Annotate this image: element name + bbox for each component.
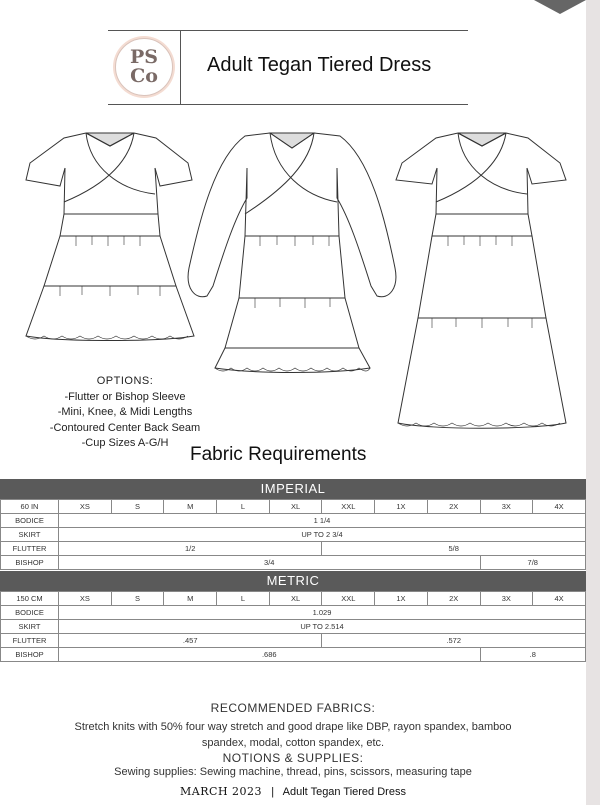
flutter-value: .457 <box>59 634 322 648</box>
size-header: 1X <box>375 500 428 514</box>
flutter-value: .572 <box>322 634 586 648</box>
bishop-value: 7/8 <box>480 556 586 570</box>
recommended-heading: RECOMMENDED FABRICS: <box>210 701 376 715</box>
metric-table <box>0 591 586 662</box>
row-label: BODICE <box>1 514 59 528</box>
row-label: SKIRT <box>1 620 59 634</box>
table-row <box>1 500 586 514</box>
recommended-text-line1: Stretch knits with 50% four way stretch and good drape like DBP, rayon spandex, bamboo <box>74 721 512 733</box>
skirt-value: UP TO 2 3/4 <box>59 528 586 542</box>
size-header: XL <box>269 592 322 606</box>
logo-text-top: PS <box>129 46 158 68</box>
size-header: S <box>111 592 164 606</box>
row-label: BODICE <box>1 606 59 620</box>
fabric-requirements-title: Fabric Requirements <box>190 444 367 465</box>
notions-text: Sewing supplies: Sewing machine, thread, pins, scissors, measuring tape <box>114 766 472 778</box>
size-header: 2X <box>427 592 480 606</box>
bishop-value: 3/4 <box>59 556 481 570</box>
row-label: FLUTTER <box>1 634 59 648</box>
table-row <box>1 634 586 648</box>
header-rule-top <box>108 30 468 31</box>
size-header: 3X <box>480 592 533 606</box>
size-header: S <box>111 500 164 514</box>
row-label: FLUTTER <box>1 542 59 556</box>
size-header: XXL <box>322 500 375 514</box>
skirt-value: UP TO 2.514 <box>59 620 586 634</box>
width-label: 60 IN <box>1 500 59 514</box>
footer-date: MARCH 2023 <box>180 785 263 798</box>
table-row <box>1 648 586 662</box>
metric-band: METRIC <box>0 571 586 591</box>
size-header: XL <box>269 500 322 514</box>
size-header: 1X <box>375 592 428 606</box>
options-heading: OPTIONS: <box>96 375 154 387</box>
row-label: BISHOP <box>1 556 59 570</box>
table-row <box>1 514 586 528</box>
footer-separator: | <box>271 786 275 798</box>
imperial-band: IMPERIAL <box>0 479 586 499</box>
option-item: -Flutter or Bishop Sleeve <box>64 390 186 403</box>
corner-tab <box>534 0 586 14</box>
size-header: 4X <box>533 500 586 514</box>
size-header: XXL <box>322 592 375 606</box>
table-row <box>1 556 586 570</box>
footer-title: Adult Tegan Tiered Dress <box>282 786 406 798</box>
size-header: M <box>164 500 217 514</box>
option-item: -Mini, Knee, & Midi Lengths <box>57 406 193 418</box>
option-item: -Cup Sizes A-G/H <box>81 437 169 449</box>
flutter-value: 5/8 <box>322 542 586 556</box>
header-divider <box>180 30 181 104</box>
logo-text-bottom: Co <box>130 65 158 87</box>
row-label: SKIRT <box>1 528 59 542</box>
bodice-value: 1 1/4 <box>59 514 586 528</box>
option-item: -Contoured Center Back Seam <box>49 421 201 434</box>
options-list <box>20 374 230 452</box>
table-row <box>1 592 586 606</box>
size-header: 4X <box>533 592 586 606</box>
table-row <box>1 542 586 556</box>
dress-illustration-flutter-midi <box>392 128 572 433</box>
table-row <box>1 620 586 634</box>
size-header: L <box>217 500 270 514</box>
size-header: L <box>217 592 270 606</box>
table-row <box>1 606 586 620</box>
bodice-value: 1.029 <box>59 606 586 620</box>
size-header: XS <box>59 592 112 606</box>
bishop-value: .686 <box>59 648 481 662</box>
size-header: 3X <box>480 500 533 514</box>
dress-illustration-flutter-knee <box>20 128 200 373</box>
imperial-table <box>0 499 586 570</box>
table-row <box>1 528 586 542</box>
page-title: Adult Tegan Tiered Dress <box>207 54 432 76</box>
recommended-text-line2: spandex, modal, cotton spandex, etc. <box>201 737 385 749</box>
size-header: 2X <box>427 500 480 514</box>
header-rule-bottom <box>108 104 468 105</box>
width-label: 150 CM <box>1 592 59 606</box>
dress-illustration-bishop <box>185 128 400 373</box>
size-header: M <box>164 592 217 606</box>
bishop-value: .8 <box>480 648 586 662</box>
page-footer <box>0 785 586 798</box>
notions-heading: NOTIONS & SUPPLIES: <box>222 751 364 765</box>
flutter-value: 1/2 <box>59 542 322 556</box>
brand-logo <box>113 36 175 98</box>
size-header: XS <box>59 500 112 514</box>
row-label: BISHOP <box>1 648 59 662</box>
